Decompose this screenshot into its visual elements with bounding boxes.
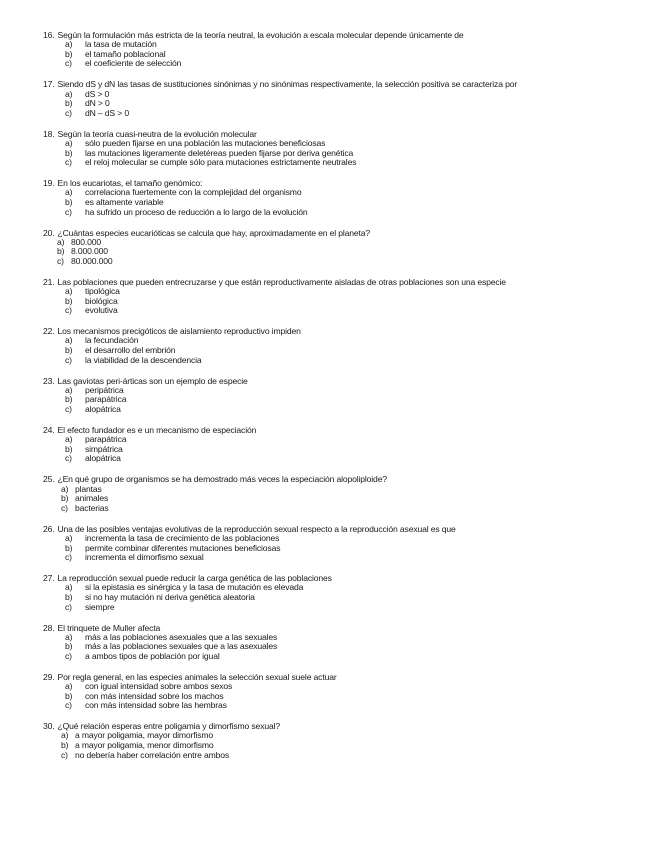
question-item — [43, 425, 633, 464]
question-number: 20. — [43, 227, 55, 238]
option-letter: c) — [65, 404, 72, 415]
option-text: correlaciona fuertemente con la complejidad del organismo — [85, 187, 302, 198]
option-text: dN – dS > 0 — [85, 107, 129, 118]
option-letter: c) — [65, 650, 72, 661]
question-line — [43, 425, 633, 435]
option-letter: b) — [65, 48, 73, 59]
option-text: alopátrica — [85, 453, 121, 464]
option-text: más a las poblaciones asexuales que a las sexuales — [85, 631, 278, 642]
option-letter: a) — [65, 286, 73, 297]
option-text: peripátrica — [85, 384, 124, 395]
option-text: bacterias — [75, 502, 109, 513]
option-letter: a) — [65, 434, 73, 445]
option-text: tipológica — [85, 286, 120, 297]
answer-option — [43, 356, 633, 366]
answer-option — [43, 701, 633, 711]
question-line — [43, 79, 633, 89]
question-item — [43, 721, 633, 760]
answer-option — [43, 652, 633, 662]
question-text: ¿En qué grupo de organismos se ha demostrado más veces la especiación alopoliploide? — [57, 474, 387, 485]
option-text: animales — [75, 493, 109, 504]
question-line — [43, 376, 633, 386]
option-text: 8.000.000 — [71, 246, 108, 257]
option-letter: b) — [65, 641, 73, 652]
option-text: el tamaño poblacional — [85, 48, 166, 59]
option-letter: c) — [61, 749, 68, 760]
option-letter: b) — [65, 196, 73, 207]
option-letter: b) — [57, 246, 65, 257]
option-text: permite combinar diferentes mutaciones beneficiosas — [85, 542, 281, 553]
question-text: En los eucariotas, el tamaño genómico: — [57, 178, 203, 189]
answer-option — [43, 158, 633, 168]
option-text: la fecundación — [85, 335, 139, 346]
question-text: El efecto fundador es e un mecanismo de especiación — [57, 425, 257, 435]
option-text: parapátrica — [85, 394, 127, 405]
question-number: 26. — [43, 523, 55, 534]
answer-option — [43, 208, 633, 218]
answer-option — [43, 247, 633, 257]
question-line — [43, 228, 633, 238]
option-letter: a) — [65, 384, 73, 395]
question-text: El trinquete de Muller afecta — [57, 622, 161, 633]
question-item — [43, 178, 633, 217]
option-letter: c) — [65, 453, 72, 464]
exam-page — [43, 30, 633, 771]
option-letter: a) — [61, 483, 69, 494]
option-letter: a) — [61, 730, 69, 741]
option-text: con más intensidad sobre los machos — [85, 690, 224, 701]
question-item — [43, 474, 633, 513]
question-text: Según la teoría cuasi-neutra de la evolución molecular — [57, 128, 257, 139]
option-letter: a) — [65, 532, 73, 543]
answer-option — [43, 494, 633, 504]
option-letter: b) — [65, 690, 73, 701]
question-text: Las gaviotas peri-árticas son un ejemplo de especie — [57, 375, 248, 386]
option-letter: b) — [65, 98, 73, 109]
option-text: si no hay mutación ni deriva genética aleatoria — [85, 591, 255, 602]
option-letter: c) — [65, 157, 72, 168]
option-letter: a) — [65, 335, 73, 346]
option-letter: b) — [65, 542, 73, 553]
answer-option — [43, 238, 633, 248]
question-number: 22. — [43, 326, 55, 337]
option-letter: c) — [65, 206, 72, 217]
question-item — [43, 79, 633, 118]
question-text: ¿Cuántas especies eucarióticas se calcula que hay, aproximadamente en el planeta? — [57, 227, 371, 238]
option-text: el coeficiente de selección — [85, 58, 182, 69]
question-item — [43, 623, 633, 662]
answer-option — [43, 751, 633, 761]
option-text: a mayor poligamia, mayor dimorfismo — [75, 730, 214, 741]
option-letter: c) — [65, 601, 72, 612]
question-text: Por regla general, en las especies animales la selección sexual suele actuar — [57, 671, 337, 682]
option-text: alopátrica — [85, 404, 121, 415]
answer-option — [43, 603, 633, 613]
answer-option — [43, 257, 633, 267]
option-letter: c) — [61, 502, 68, 513]
option-letter: a) — [65, 88, 73, 99]
answer-option — [43, 395, 633, 405]
answer-option — [43, 435, 633, 445]
answer-option — [43, 386, 633, 396]
question-item — [43, 376, 633, 415]
option-letter: a) — [65, 187, 73, 198]
question-item — [43, 129, 633, 168]
option-letter: a) — [65, 631, 73, 642]
answer-option — [43, 485, 633, 495]
option-text: si la epistasia es sinérgica y la tasa de mutación es elevada — [85, 582, 304, 593]
question-item — [43, 30, 633, 69]
question-number: 30. — [43, 721, 55, 732]
answer-option — [43, 287, 633, 297]
answer-option — [43, 297, 633, 307]
option-letter: a) — [57, 236, 65, 247]
answer-option — [43, 445, 633, 455]
option-text: la tasa de mutación — [85, 39, 157, 50]
option-text: el desarrollo del embrión — [85, 345, 176, 356]
answer-option — [43, 504, 633, 514]
question-number: 16. — [43, 30, 55, 40]
option-letter: a) — [65, 39, 73, 50]
option-text: 80.000.000 — [71, 255, 113, 266]
question-text: Las poblaciones que pueden entrecruzarse y que están reproductivamente aisladas de otras poblaciones son una especie — [57, 276, 506, 287]
question-number: 28. — [43, 622, 55, 633]
option-letter: b) — [61, 493, 69, 504]
option-letter: c) — [65, 305, 72, 316]
option-text: simpátrica — [85, 443, 123, 454]
option-letter: a) — [65, 582, 73, 593]
question-item — [43, 326, 633, 365]
question-text: Siendo dS y dN las tasas de sustituciones sinónimas y no sinónimas respectivamente, la selección positiva se caracteriza por — [57, 79, 518, 90]
question-text: Los mecanismos precigóticos de aislamiento reproductivo impiden — [57, 326, 301, 337]
question-line — [43, 277, 633, 287]
question-number: 23. — [43, 375, 55, 386]
option-text: con igual intensidad sobre ambos sexos — [85, 681, 233, 692]
option-text: es altamente variable — [85, 196, 164, 207]
question-text: ¿Qué relación esperas entre poligamia y dimorfismo sexual? — [57, 721, 280, 732]
option-text: incrementa la tasa de crecimiento de las poblaciones — [85, 532, 280, 543]
answer-option — [43, 454, 633, 464]
question-item — [43, 672, 633, 711]
option-letter: c) — [65, 552, 72, 563]
question-item — [43, 228, 633, 267]
option-text: siempre — [85, 601, 115, 612]
question-number: 29. — [43, 671, 55, 682]
option-text: evolutiva — [85, 305, 118, 316]
question-item — [43, 524, 633, 563]
question-text: Una de las posibles ventajas evolutivas de la reproducción sexual respecto a la reproducción asexual es que — [57, 523, 456, 534]
option-text: biológica — [85, 295, 118, 306]
answer-option — [43, 405, 633, 415]
question-number: 19. — [43, 178, 55, 189]
answer-option — [43, 59, 633, 69]
option-text: la viabilidad de la descendencia — [85, 354, 202, 365]
answer-option — [43, 553, 633, 563]
option-text: dS > 0 — [85, 88, 110, 99]
option-letter: a) — [65, 681, 73, 692]
option-letter: b) — [65, 295, 73, 306]
question-item — [43, 277, 633, 316]
option-text: parapátrica — [85, 434, 127, 445]
question-number: 27. — [43, 573, 55, 584]
option-text: más a las poblaciones sexuales que a las asexuales — [85, 641, 278, 652]
option-text: sólo pueden fijarse en una población las mutaciones beneficiosas — [85, 137, 326, 148]
question-text: Según la formulación más estricta de la teoría neutral, la evolución a escala molecular depende únicamente de — [57, 30, 464, 40]
option-letter: b) — [65, 147, 73, 158]
option-letter: a) — [65, 137, 73, 148]
option-letter: b) — [65, 443, 73, 454]
option-text: ha sufrido un proceso de reducción a lo largo de la evolución — [85, 206, 308, 217]
answer-option — [43, 306, 633, 316]
option-text: a mayor poligamia, menor dimorfismo — [75, 740, 214, 751]
option-text: el reloj molecular se cumple sólo para mutaciones estrictamente neutrales — [85, 157, 357, 168]
question-item — [43, 573, 633, 612]
option-text: con más intensidad sobre las hembras — [85, 700, 227, 711]
option-letter: b) — [61, 740, 69, 751]
option-text: 800.000 — [71, 236, 102, 247]
answer-option — [43, 99, 633, 109]
question-text: La reproducción sexual puede reducir la carga genética de las poblaciones — [57, 573, 332, 584]
option-text: no debería haber correlación entre ambos — [75, 749, 230, 760]
question-number: 25. — [43, 474, 55, 485]
option-letter: c) — [57, 255, 64, 266]
option-letter: c) — [65, 700, 72, 711]
answer-option — [43, 90, 633, 100]
option-letter: b) — [65, 394, 73, 405]
option-text: incrementa el dimorfismo sexual — [85, 552, 204, 563]
option-letter: c) — [65, 58, 72, 69]
option-text: las mutaciones ligeramente deletéreas pueden fijarse por deriva genética — [85, 147, 354, 158]
option-text: plantas — [75, 483, 102, 494]
option-letter: c) — [65, 354, 72, 365]
question-number: 24. — [43, 425, 55, 435]
option-text: dN > 0 — [85, 98, 110, 109]
answer-option — [43, 593, 633, 603]
question-number: 21. — [43, 276, 55, 287]
option-letter: b) — [65, 345, 73, 356]
question-number: 17. — [43, 79, 55, 90]
option-text: a ambos tipos de población por igual — [85, 650, 220, 661]
question-line — [43, 474, 633, 484]
option-letter: c) — [65, 107, 72, 118]
option-letter: b) — [65, 591, 73, 602]
question-number: 18. — [43, 128, 55, 139]
answer-option — [43, 109, 633, 119]
